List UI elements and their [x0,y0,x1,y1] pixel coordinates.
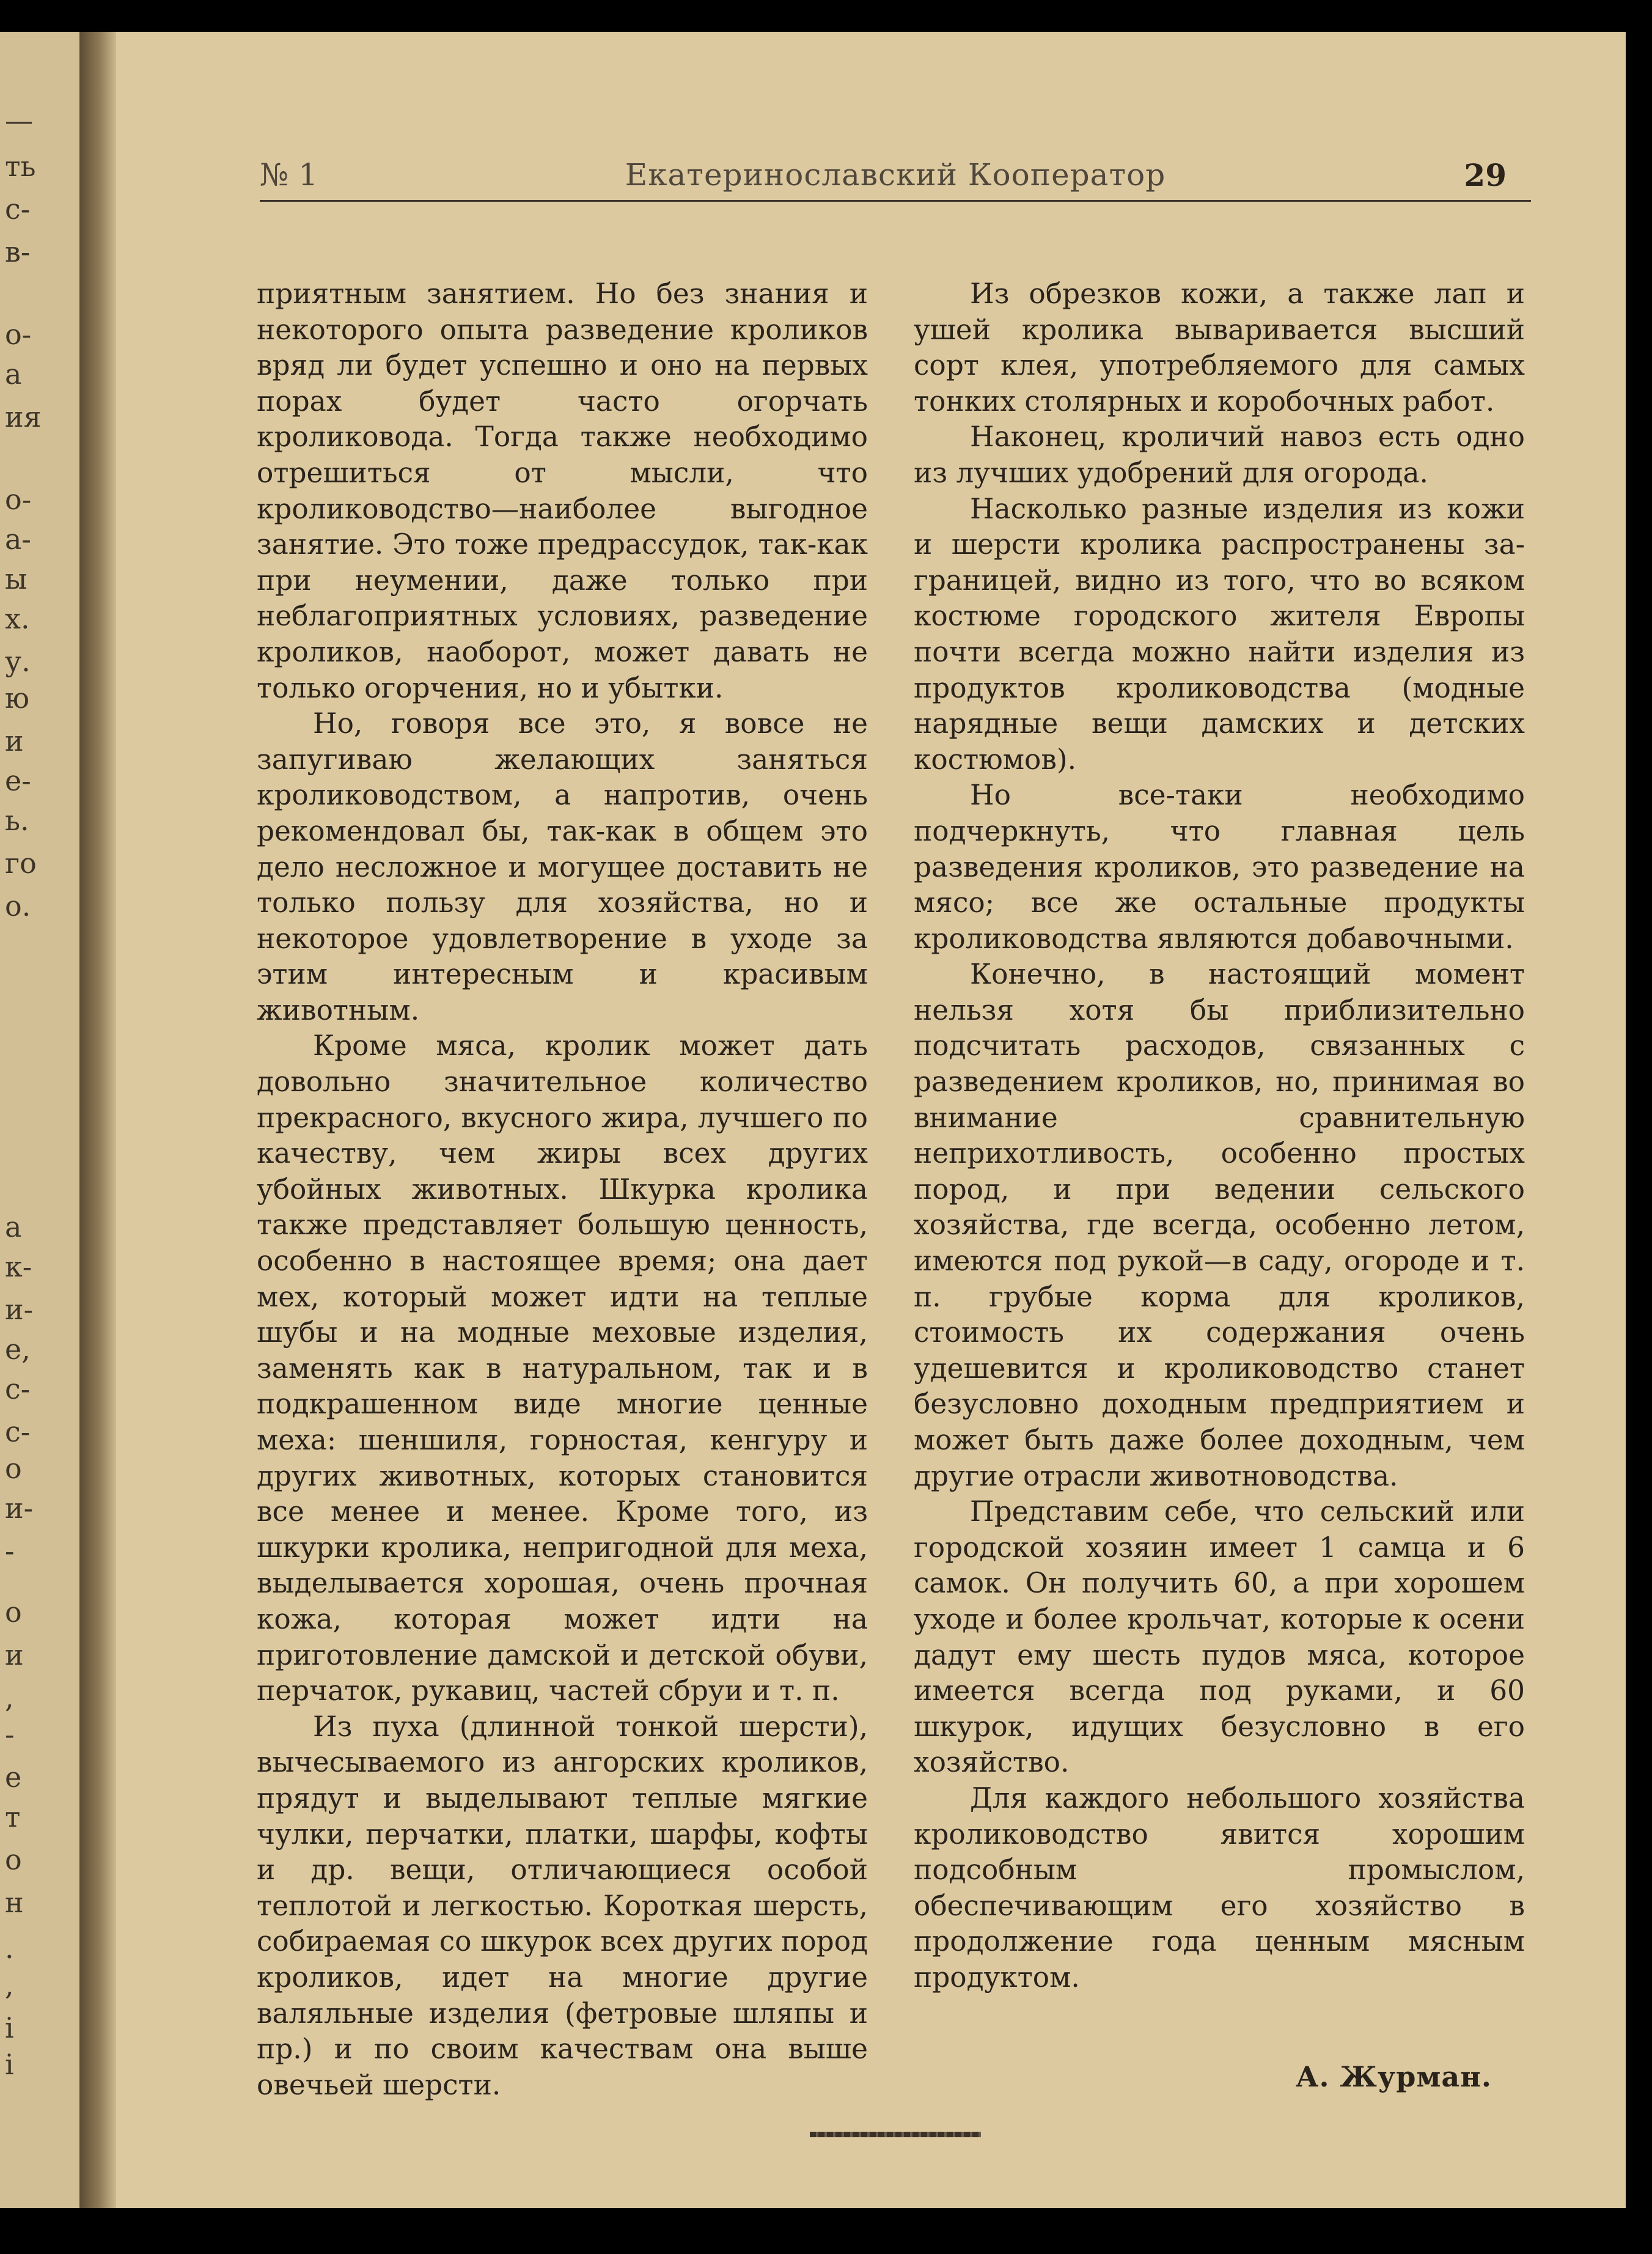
author-signature: А. Журман. [1296,2060,1492,2093]
page-number: 29 [1464,157,1507,193]
binding-gutter [79,32,116,2208]
previous-page-fragment: и [5,724,24,757]
previous-page-fragment: н [5,1886,24,1919]
previous-page-fragment: у. [5,645,31,678]
paragraph: Конечно, в настоящий момент нельзя хотя бы приблизительно подсчитать расходов, связанных с разведением кроликов, но, принимая во внимание сравнительную неприхотливость, особенно простых пород, и при ведении сельского хозяйства, где всегда, особенно летом, имеются под рукой—в саду, огороде и т. п. грубые корма для кроликов, стоимость их содержания очень удешевится и кролиководство станет безусловно доходным предприятием и может быть даже более доходным, чем другие отрасли животноводства. [914,958,1525,1492]
previous-page-fragment: і [5,2011,14,2044]
previous-page-fragment: о- [5,318,32,351]
previous-page-fragment: , [5,1969,14,2002]
previous-page-fragment: с- [5,1372,31,1405]
previous-page-fragment: ю [5,682,30,715]
paragraph: приятным занятием. Но без знания и некоторого опыта разведение кроликов вряд ли будет успешно и оно на первых порах будет часто огорчать кроликовода. Тогда также необходимо отрешиться от мысли, что кролиководство—наиболее выгодное занятие. Это тоже предрассудок, так-как при неумении, даже только при неблагоприятных условиях, разведение кроликов, наоборот, может давать не только огорчения, но и убытки. [257,278,868,704]
previous-page-fragment: о [5,1843,22,1876]
paragraph: Но все-таки необходимо подчеркнуть, что главная цель разведения кроликов, это разведение на мясо; все же остальные продукты кролиководства являются добавочными. [914,779,1525,955]
previous-page-fragment: и- [5,1293,34,1326]
previous-page-fragment: ь. [5,804,29,837]
previous-page-fragment: о [5,1596,22,1629]
journal-page [79,32,1626,2208]
previous-page-fragment: — [5,104,33,137]
previous-page-fragment: - [5,1534,15,1567]
paragraph: Кроме мяса, кролик может дать довольно значительное количество прекрасного, вкусного жира, лучшего по качеству, чем жиры всех других убойных животных. Шкурка кролика также представляет большую ценность, особенно в настоящее время; она дает мех, который может идти на теплые шубы и на модные меховые изделия, заменять как в натуральном, так и в подкрашенном виде многие ценные меха: шеншиля, горностая, кенгуру и других животных, которых становится все менее и менее. Кроме того, из шкурки кролика, непригодной для меха, выделывается хорошая, очень прочная кожа, которая может идти на приготовление дамской и детской обуви, перчаток, рукавиц, частей сбруи и т. п. [257,1029,868,1707]
previous-page-fragment: ия [5,400,42,433]
paragraph: Для каждого небольшого хозяйства кролиководство явится хорошим подсобным промыслом, обеспечивающим его хозяйство в продолжение года ценным мясным продуктом. [914,1781,1525,1994]
previous-page-fragment: о- [5,483,32,516]
previous-page-fragment: е- [5,764,31,797]
paragraph: Представим себе, что сельский или городской хозяин имеет 1 самца и 6 самок. Он получить 60, а при хорошем уходе и более крольчат, которые к осени дадут ему шесть пудов мяса, которое имеется всегда под руками, и 60 шкурок, идущих безусловно в его хозяйство. [914,1495,1525,1779]
previous-page-edge [0,32,79,2208]
previous-page-fragment: в- [5,235,31,268]
previous-page-fragment: - [5,1718,15,1751]
right-column [914,276,1525,1996]
paragraph: Но, говоря все это, я вовсе не запугиваю желающих заняться кролиководством, а напротив, очень рекомендовал бы, так-как в общем это дело несложное и могущее доставить не только пользу для хозяйства, но и некоторое удовлетворение в уходе за этим интересным и красивым животным. [257,707,868,1026]
previous-page-fragment: ы [5,562,28,595]
previous-page-fragment: і [5,2048,14,2081]
previous-page-fragment: о. [5,889,31,923]
previous-page-fragment: а- [5,523,31,556]
previous-page-fragment: и [5,1638,24,1671]
paragraph: Из пуха (длинной тонкой шерсти), вычесываемого из ангорских кроликов, прядут и выделывают теплые мягкие чулки, перчатки, платки, шарфы, кофты и др. вещи, отличающиеся особой теплотой и легкостью. Короткая шерсть, собираемая со шкурок всех других пород кроликов, идет на многие другие валяльные изделия (фетровые шляпы и пр.) и по своим качествам она выше овечьей шерсти. [257,1710,868,2101]
issue-number: № 1 [260,157,318,193]
previous-page-fragment: . [5,1932,14,1965]
paragraph: Наконец, кроличий навоз есть одно из лучших удобрений для огорода. [914,421,1525,489]
previous-page-fragment: е [5,1761,22,1794]
previous-page-fragment: , [5,1681,14,1714]
previous-page-fragment: с- [5,193,31,226]
previous-page-fragment: ть [5,150,36,183]
previous-page-fragment: о [5,1452,22,1485]
previous-page-fragment: и- [5,1492,34,1525]
previous-page-fragment: т [5,1800,21,1833]
paragraph: Из обрезков кожи, а также лап и ушей кролика вываривается высший сорт клея, употребляемого для самых тонких столярных и коробочных работ. [914,278,1525,418]
journal-title: Екатеринославский Кооператор [625,157,1166,193]
paragraph: Насколько разные изделия из кожи и шерсти кролика распространены за-границей, видно из того, что во всяком костюме городского жителя Европы почти всегда можно найти изделия из продуктов кролиководства (модные нарядные вещи дамских и детских костюмов). [914,492,1525,776]
previous-page-fragment: го [5,847,37,880]
previous-page-fragment: с- [5,1415,31,1448]
previous-page-fragment: к- [5,1250,32,1283]
article-end-rule [810,2132,981,2137]
page-header [260,157,1531,202]
left-column [257,276,868,2103]
previous-page-fragment: е, [5,1333,31,1366]
previous-page-fragment: х. [5,602,30,635]
previous-page-fragment: а [5,358,22,391]
previous-page-fragment: а [5,1210,22,1243]
